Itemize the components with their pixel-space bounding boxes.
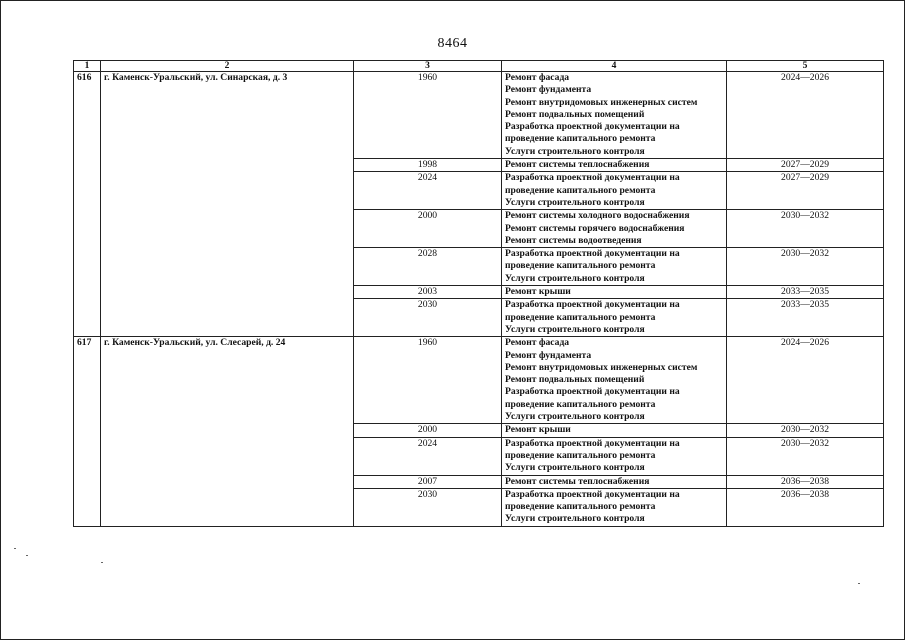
year-cell: 2000 [354, 210, 502, 248]
work-item: Ремонт системы теплоснабжения [505, 475, 650, 487]
scan-speck [26, 555, 28, 556]
work-item: Разработка проектной документации на [505, 437, 680, 449]
work-item: Ремонт фасада [505, 337, 570, 349]
works-cell [502, 248, 727, 286]
period-cell: 2036—2038 [727, 475, 884, 488]
work-item: Ремонт подвальных помещений [505, 374, 645, 386]
work-item: Разработка проектной документации на [505, 172, 680, 184]
works-cell [502, 337, 727, 424]
work-item: Ремонт системы холодного водоснабжения [505, 210, 690, 222]
building-number: 616 [74, 72, 101, 337]
year-cell: 2024 [354, 437, 502, 475]
work-item: Услуги строительного контроля [505, 323, 645, 335]
period-cell: 2024—2026 [727, 72, 884, 159]
works-cell [502, 488, 727, 526]
works-cell [502, 424, 727, 437]
building-address: г. Каменск-Уральский, ул. Слесарей, д. 24 [101, 337, 354, 526]
period-cell: 2030—2032 [727, 248, 884, 286]
work-item: Ремонт системы горячего водоснабжения [505, 222, 685, 234]
page-number: 8464 [437, 36, 468, 51]
work-item: Разработка проектной документации на [505, 299, 680, 311]
year-cell: 1960 [354, 72, 502, 159]
works-cell [502, 210, 727, 248]
period-cell: 2030—2032 [727, 424, 884, 437]
period-cell: 2036—2038 [727, 488, 884, 526]
work-item: проведение капитального ремонта [505, 133, 656, 145]
work-item: Разработка проектной документации на [505, 488, 680, 500]
works-cell [502, 299, 727, 337]
year-cell: 2000 [354, 424, 502, 437]
work-item: проведение капитального ремонта [505, 501, 656, 513]
work-item: Ремонт фасада [505, 72, 570, 83]
column-header: 1 [74, 61, 101, 72]
scan-speck [101, 562, 103, 563]
works-cell [502, 72, 727, 159]
year-cell: 2024 [354, 172, 502, 210]
period-cell: 2024—2026 [727, 337, 884, 424]
work-item: Разработка проектной документации на [505, 386, 680, 398]
year-cell: 2007 [354, 475, 502, 488]
scan-speck [858, 583, 860, 584]
work-item: Услуги строительного контроля [505, 145, 645, 157]
column-number-row [74, 61, 884, 72]
year-cell: 1960 [354, 337, 502, 424]
work-item: Ремонт фундамента [505, 349, 592, 361]
work-item: Услуги строительного контроля [505, 272, 645, 284]
scan-speck [14, 548, 16, 549]
works-cell [502, 475, 727, 488]
building-number: 617 [74, 337, 101, 526]
year-cell: 2030 [354, 299, 502, 337]
work-item: проведение капитального ремонта [505, 449, 656, 461]
work-item: проведение капитального ремонта [505, 260, 656, 272]
column-header: 2 [101, 61, 354, 72]
works-cell [502, 159, 727, 172]
column-header: 3 [354, 61, 502, 72]
works-cell [502, 172, 727, 210]
work-item: Ремонт системы теплоснабжения [505, 159, 650, 171]
work-item: проведение капитального ремонта [505, 311, 656, 323]
table-row [74, 337, 884, 424]
work-item: Услуги строительного контроля [505, 513, 645, 525]
year-cell: 2003 [354, 286, 502, 299]
column-header: 5 [727, 61, 884, 72]
work-item: Услуги строительного контроля [505, 196, 645, 208]
year-cell: 2028 [354, 248, 502, 286]
work-item: Ремонт внутридомовых инженерных систем [505, 96, 698, 108]
work-item: Услуги строительного контроля [505, 411, 645, 423]
period-cell: 2030—2032 [727, 210, 884, 248]
year-cell: 1998 [354, 159, 502, 172]
column-header: 4 [502, 61, 727, 72]
work-item: Ремонт крыши [505, 424, 571, 436]
year-cell: 2030 [354, 488, 502, 526]
work-item: Ремонт системы водоотведения [505, 234, 642, 246]
work-item: проведение капитального ремонта [505, 398, 656, 410]
work-item: Ремонт внутридомовых инженерных систем [505, 361, 698, 373]
building-address: г. Каменск-Уральский, ул. Синарская, д. 3 [101, 72, 354, 337]
repair-schedule-table [73, 60, 884, 527]
work-item: Разработка проектной документации на [505, 248, 680, 260]
period-cell: 2027—2029 [727, 159, 884, 172]
work-item: Ремонт крыши [505, 286, 571, 298]
works-cell [502, 286, 727, 299]
period-cell: 2033—2035 [727, 299, 884, 337]
work-item: Разработка проектной документации на [505, 121, 680, 133]
work-item: Ремонт подвальных помещений [505, 108, 645, 120]
work-item: Услуги строительного контроля [505, 462, 645, 474]
table-row [74, 72, 884, 159]
work-item: проведение капитального ремонта [505, 184, 656, 196]
work-item: Ремонт фундамента [505, 84, 592, 96]
period-cell: 2027—2029 [727, 172, 884, 210]
period-cell: 2030—2032 [727, 437, 884, 475]
works-cell [502, 437, 727, 475]
period-cell: 2033—2035 [727, 286, 884, 299]
table-body [74, 72, 884, 527]
